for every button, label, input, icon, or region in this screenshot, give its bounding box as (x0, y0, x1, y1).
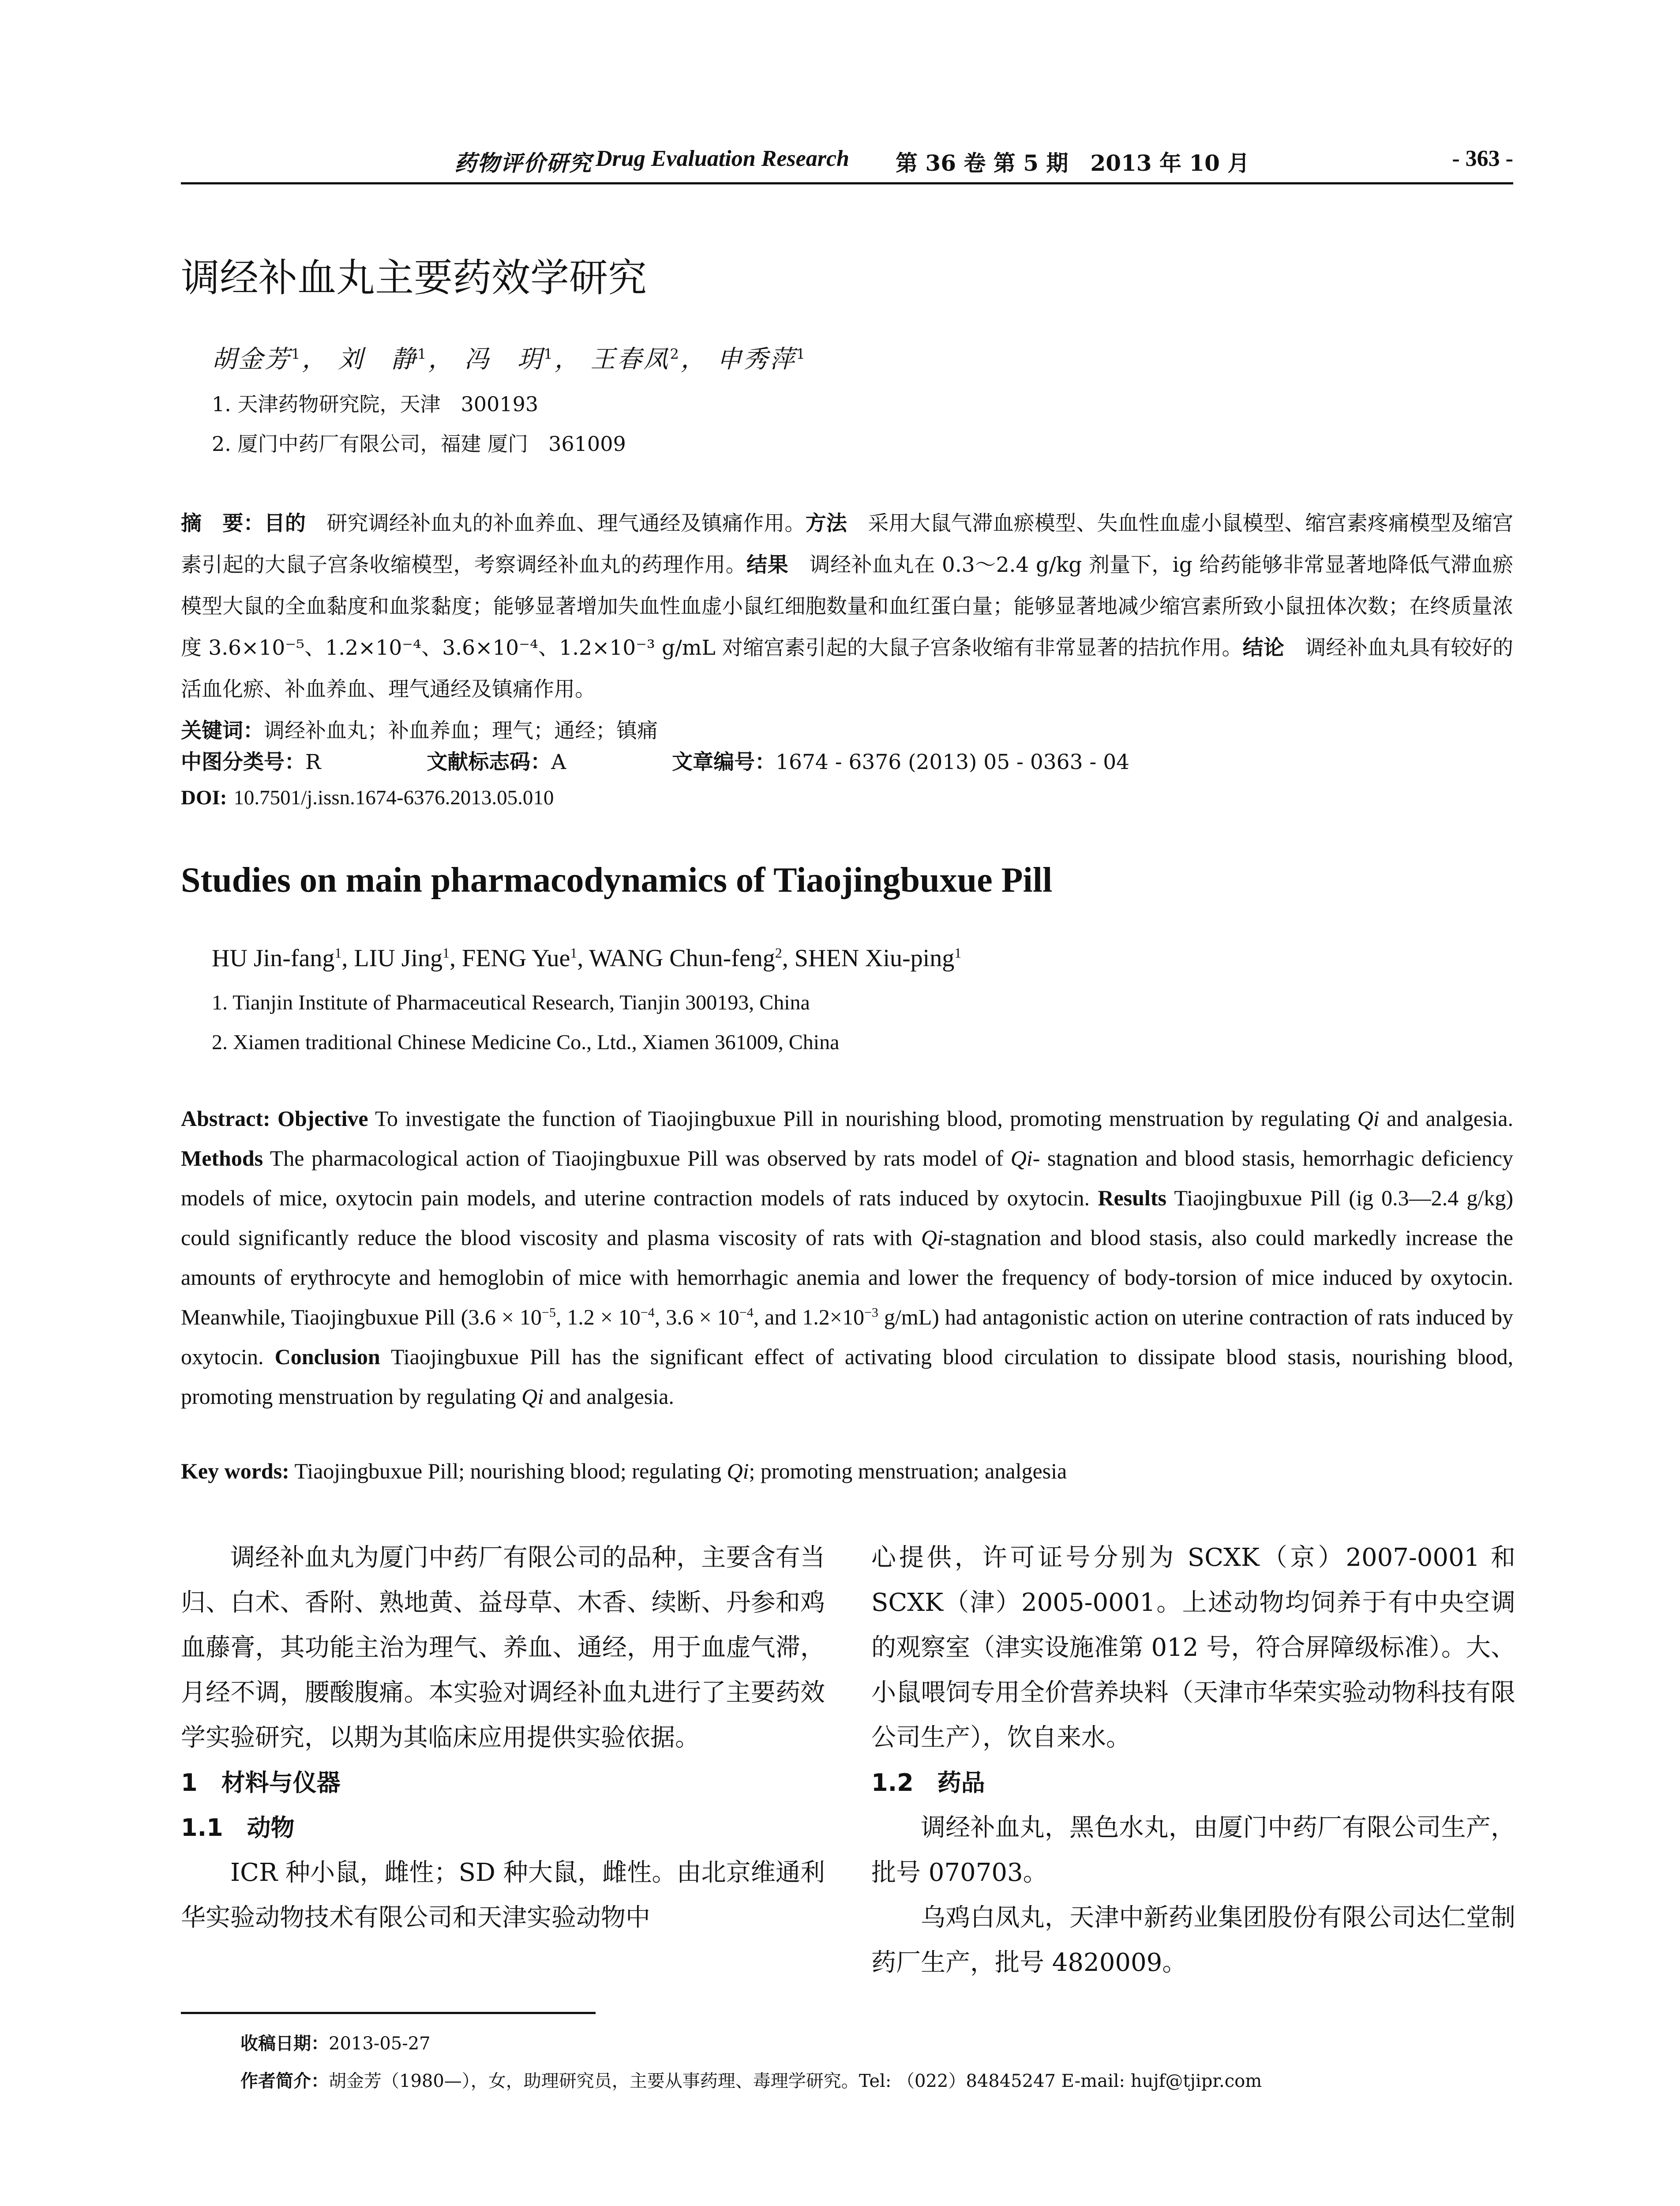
abstract-cn-label: 摘 要： (181, 511, 264, 536)
author-cn: 胡金芳 (212, 345, 291, 374)
author-en: FENG Yue (462, 945, 570, 972)
author-en: HU Jin-fang (212, 945, 335, 972)
keywords-en (181, 1458, 1513, 1484)
conclusion-en-end: and analgesia. (544, 1384, 674, 1409)
results-cn-label: 结果 (746, 553, 789, 577)
author-cn-sup: 1 (796, 345, 807, 363)
objective-cn: 研究调经补血丸的补血养血、理气通经及镇痛作用。 (306, 511, 806, 536)
author-en-sup: 2 (775, 945, 782, 961)
doi-label: DOI: (181, 786, 227, 809)
author-en-sep: , (450, 945, 462, 972)
author-en-sep: , (341, 945, 354, 972)
affiliation-en-2: 2. Xiamen traditional Chinese Medicine Co., Ltd., Xiamen 361009, China (212, 1031, 840, 1054)
abstract-en-label: Abstract: Objective (181, 1106, 368, 1131)
conclusion-cn-label: 结论 (1242, 636, 1285, 660)
author-bio (240, 2067, 1262, 2092)
methods-en-label: Methods (181, 1146, 263, 1171)
results-en-label: Results (1098, 1186, 1166, 1210)
objective-cn-label: 目的 (264, 511, 306, 536)
qi-term: Qi (1010, 1146, 1033, 1171)
authors-en (212, 944, 961, 972)
author-en-sup: 1 (954, 945, 962, 961)
author-cn-sup: 1 (291, 345, 302, 363)
section-heading-1-2: 1.2 药品 (871, 1769, 985, 1797)
author-cn-sup: 1 (417, 345, 428, 363)
animals-paragraph: ICR 种小鼠，雌性；SD 种大鼠，雌性。由北京维通利华实验动物技术有限公司和天津实验动物中 (181, 1858, 825, 1932)
intro-paragraph: 调经补血丸为厦门中药厂有限公司的品种，主要含有当归、白术、香附、熟地黄、益母草、木香、续断、丹参和鸡血藤膏，其功能主治为理气、养血、通经，用于血虚气滞，月经不调，腰酸腹痛。本实验对调经补血丸进行了主要药效学实验研究，以期为其临床应用提供实验依据。 (181, 1543, 825, 1752)
keywords-cn-label: 关键词： (181, 719, 264, 743)
clc-label: 中图分类号： (181, 750, 305, 774)
methods-cn: 采用大鼠气滞血瘀模型、失血性血虚小鼠模型、缩宫素疼痛模型及缩宫素引起的大鼠子宫条收缩模型，考察调经补血丸的药理作用。 (181, 511, 1514, 577)
methods-en: The pharmacological action of Tiaojingbuxue Pill was observed by rats model of (263, 1146, 1011, 1171)
qi-term: Qi (1357, 1106, 1380, 1131)
footnote-rule (181, 2012, 596, 2014)
author-cn: 冯 玥 (464, 345, 544, 374)
results-en-4: , 3.6 × 10 (654, 1305, 739, 1329)
running-header (181, 132, 1513, 184)
page-number: - 363 - (1452, 146, 1513, 171)
results-en-6: g/mL) had antagonistic action on uterine contraction of rats induced by oxytocin. (181, 1305, 1514, 1369)
drug-paragraph-2: 乌鸡白凤丸，天津中新药业集团股份有限公司达仁堂制药厂生产，批号 4820009。 (871, 1903, 1515, 1977)
bio-text: 胡金芳（1980—），女，助理研究员，主要从事药理、毒理学研究。Tel: （022）84845247 E-mail: hujf@tjipr.com (329, 2071, 1262, 2091)
results-en: Tiaojingbuxue Pill (ig 0.3—2.4 g/kg) could significantly reduce the blood viscosity and plasma viscosity of rats with (181, 1186, 1513, 1250)
objective-en: To investigate the function of Tiaojingbuxue Pill in nourishing blood, promoting menstruation by regulating (368, 1106, 1358, 1131)
conclusion-cn: 调经补血丸具有较好的活血化瘀、补血养血、理气通经及镇痛作用。 (181, 636, 1513, 702)
exponent: −3 (864, 1305, 878, 1320)
journal-logo: 药物评价研究 (454, 150, 592, 176)
doc-code-value: A (551, 750, 566, 774)
author-cn: 申秀萍 (716, 345, 796, 374)
doc-code-label: 文献标志码： (427, 750, 551, 774)
issue-info: 第 36 卷 第 5 期 2013 年 10 月 (896, 150, 1250, 176)
exponent: −4 (739, 1305, 754, 1320)
exponent: −5 (541, 1305, 556, 1320)
author-en-sup: 1 (334, 945, 342, 961)
author-cn-sep: ， (428, 345, 455, 374)
doi-value: 10.7501/j.issn.1674-6376.2013.05.010 (233, 786, 554, 809)
journal-name: Drug Evaluation Research (596, 146, 849, 171)
author-en-sup: 1 (442, 945, 450, 961)
exponent: −4 (640, 1305, 655, 1320)
keywords-cn: 调经补血丸；补血养血；理气；通经；镇痛 (264, 719, 658, 743)
clc-value: R (305, 750, 321, 774)
keywords-en-text: Tiaojingbuxue Pill; nourishing blood; regulating (289, 1459, 727, 1483)
author-en-sep: , (577, 945, 589, 972)
title-en: Studies on main pharmacodynamics of Tiaojingbuxue Pill (181, 861, 1053, 900)
author-cn-sep: ， (680, 345, 707, 374)
abstract-en (181, 1099, 1513, 1416)
author-en: SHEN Xiu-ping (794, 945, 955, 972)
conclusion-en: Tiaojingbuxue Pill has the significant effect of activating blood circulation to dissipate blood stasis, nourishing blood, promoting menstruation by regulating (181, 1344, 1513, 1409)
conclusion-en-label: Conclusion (274, 1344, 380, 1369)
animals-paragraph-cont: 心提供，许可证号分别为 SCXK（京）2007-0001 和 SCXK（津）2005-0001。上述动物均饲养于有中央空调的观察室（津实设施准第 012 号，符合屏障级标准）。大、小鼠喂饲专用全价营养块料（天津市华荣实验动物科技有限公司生产），饮自来水。 (871, 1543, 1515, 1752)
drug-paragraph-1: 调经补血丸，黑色水丸，由厦门中药厂有限公司生产，批号 070703。 (871, 1813, 1515, 1887)
author-en: LIU Jing (354, 945, 443, 972)
bio-label: 作者简介： (240, 2071, 329, 2091)
received-date (240, 2030, 431, 2055)
author-en-sep: , (782, 945, 795, 972)
author-en-sup: 1 (570, 945, 578, 961)
qi-term: Qi (727, 1459, 749, 1483)
affiliation-en-1: 1. Tianjin Institute of Pharmaceutical Research, Tianjin 300193, China (212, 991, 810, 1014)
qi-term: Qi (921, 1225, 943, 1250)
author-cn: 刘 静 (338, 345, 418, 374)
affiliation-cn-1: 1. 天津药物研究院，天津 300193 (212, 392, 539, 416)
classification-line (181, 746, 1129, 775)
qi-term: Qi (521, 1384, 544, 1409)
abstract-cn (181, 503, 1513, 752)
author-cn: 王春凤 (590, 345, 670, 374)
header-rule (181, 182, 1513, 184)
authors-cn (212, 340, 807, 375)
results-en-3: , 1.2 × 10 (555, 1305, 641, 1329)
title-cn: 调经补血丸主要药效学研究 (181, 255, 647, 300)
body-left-column (181, 1535, 825, 1940)
received-label: 收稿日期： (240, 2033, 329, 2054)
results-en-2: -stagnation and blood stasis, also could markedly increase the amounts of erythrocyte and hemoglobin of mice with hemorrhagic anemia and lower the frequency of body-torsion of mice induced by oxytocin. Meanwhile, Tiaojingbuxue Pill (3.6 × 10 (181, 1225, 1513, 1329)
results-en-5: , and 1.2×10 (753, 1305, 864, 1329)
author-en: WANG Chun-feng (589, 945, 775, 972)
methods-en-end: - stagnation and blood stasis, hemorrhagic deficiency models of mice, oxytocin pain models, and uterine contraction models of rats induced by oxytocin. (181, 1146, 1513, 1210)
author-cn-sep: ， (554, 345, 581, 374)
results-cn: 调经补血丸在 0.3～2.4 g/kg 剂量下，ig 给药能够非常显著地降低气滞血瘀模型大鼠的全血黏度和血浆黏度；能够显著增加失血性血虚小鼠红细胞数量和血红蛋白量；能够显著地减少缩宫素所致小鼠扭体次数；在终质量浓度 3.6×10⁻⁵、1.2×10⁻⁴、3.6×10⁻⁴、1.2×10⁻³ g/mL 对缩宫素引起的大鼠子宫条收缩有非常显著的拮抗作用。 (181, 553, 1514, 660)
article-no-label: 文章编号： (672, 750, 776, 774)
doi-line (181, 785, 554, 810)
author-cn-sup: 2 (670, 345, 681, 363)
received-value: 2013-05-27 (329, 2033, 431, 2054)
article-no-value: 1674 - 6376 (2013) 05 - 0363 - 04 (776, 750, 1130, 774)
methods-cn-label: 方法 (805, 511, 848, 536)
keywords-en-text-end: ; promoting menstruation; analgesia (749, 1459, 1067, 1483)
objective-en-end: and analgesia. (1379, 1106, 1513, 1131)
section-heading-1: 1 材料与仪器 (181, 1769, 341, 1797)
author-cn-sup: 1 (544, 345, 555, 363)
section-heading-1-1: 1.1 动物 (181, 1814, 295, 1842)
affiliation-cn-2: 2. 厦门中药厂有限公司，福建 厦门 361009 (212, 432, 626, 456)
body-right-column (871, 1535, 1515, 1985)
author-cn-sep: ， (302, 345, 329, 374)
keywords-en-label: Key words: (181, 1459, 289, 1483)
